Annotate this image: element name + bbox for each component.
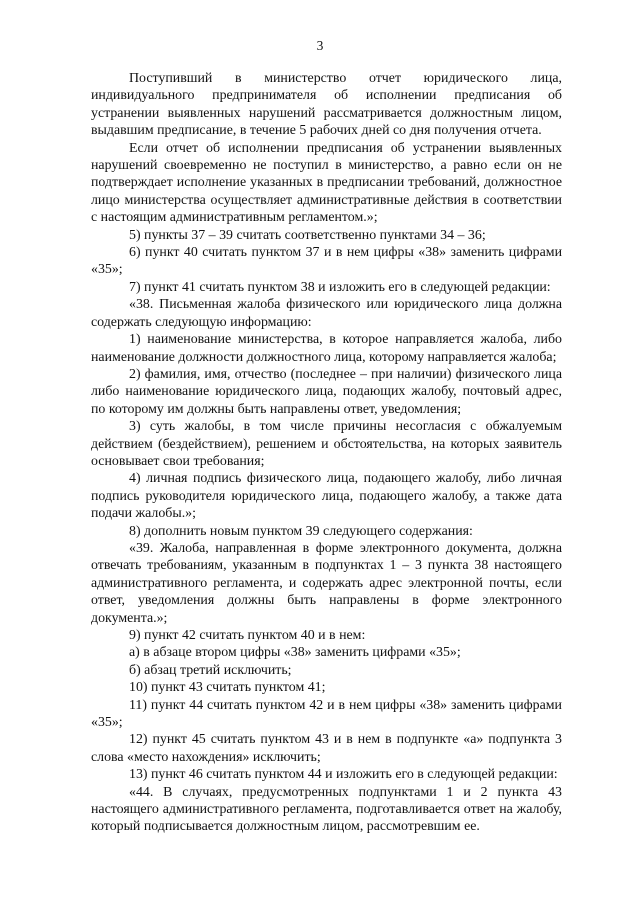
amendment-item-10: 10) пункт 43 считать пунктом 41; — [129, 680, 326, 696]
page-number: 3 — [316, 38, 324, 53]
amendment-item-9a: а) в абзаце втором цифры «38» заменить цифрами «35»; — [129, 645, 461, 661]
amendment-item-7: 7) пункт 41 считать пунктом 38 и изложить его в следующей редакции: — [129, 279, 551, 295]
paragraph-report-review: Поступивший в министерство отчет юридического лица, индивидуального предпринимателя об исполнении предписания об устранении выявленных нарушений рассматривается должностным лицом, выдавшим предписание, в течение 5 рабочих дней со дня получения отчета. — [91, 71, 562, 139]
clause-38-subitem-3: 3) суть жалобы, в том числе причины несогласия с обжалуемым действием (бездействием), решением и обстоятельства, на которых заявитель основывает свои требования; — [91, 419, 562, 469]
amendment-item-12: 12) пункт 45 считать пунктом 43 и в нем в подпункте «а» подпункта 3 слова «место нахождения» исключить; — [91, 732, 562, 765]
clause-39-text: «39. Жалоба, направленная в форме электронного документа, должна отвечать требованиям, указанным в подпунктах 1 – 3 пункта 38 настоящего административного регламента, и содержать адрес электронной почты, если ответ, уведомления должны быть направлены в форме электронного документа.»; — [91, 540, 562, 626]
amendment-item-13: 13) пункт 46 считать пунктом 44 и изложить его в следующей редакции: — [129, 767, 558, 783]
clause-38-subitem-1: 1) наименование министерства, в которое направляется жалоба, либо наименование должности должностного лица, которому направляется жалоба; — [91, 332, 562, 365]
amendment-item-8: 8) дополнить новым пунктом 39 следующего содержания: — [129, 523, 473, 539]
clause-38-subitem-4: 4) личная подпись физического лица, подающего жалобу, либо личная подпись руководителя юридического лица, подающего жалобу, а также дата подачи жалобы.»; — [91, 471, 562, 522]
amendment-item-6: 6) пункт 40 считать пунктом 37 и в нем цифры «38» заменить цифрами «35»; — [91, 245, 562, 278]
amendment-item-9b: б) абзац третий исключить; — [129, 662, 292, 678]
clause-38-subitem-2: 2) фамилия, имя, отчество (последнее – при наличии) физического лица либо наименование юридического лица, подающих жалобу, почтовый адрес, по которому им должны быть направлены ответ, уведомления; — [91, 366, 562, 417]
document-body — [91, 70, 562, 836]
clause-38-intro: «38. Письменная жалоба физического или юридического лица должна содержать следующую информацию: — [91, 297, 562, 330]
amendment-item-5: 5) пункты 37 – 39 считать соответственно пунктами 34 – 36; — [129, 227, 486, 243]
amendment-item-11: 11) пункт 44 считать пунктом 42 и в нем цифры «38» заменить цифрами «35»; — [91, 697, 562, 731]
clause-44-text: «44. В случаях, предусмотренных подпунктами 1 и 2 пункта 43 настоящего административного регламента, подготавливается ответ на жалобу, который подписывается должностным лицом, рассмотревшим ее. — [91, 784, 562, 835]
paragraph-report-missing: Если отчет об исполнении предписания об устранении выявленных нарушений своевременно не поступил в министерство, а равно если он не подтверждает исполнение указанных в предписании требований, должностное лицо министерства осуществляет административные действия в соответствии с настоящим административным регламентом.»; — [91, 140, 562, 226]
amendment-item-9: 9) пункт 42 считать пунктом 40 и в нем: — [129, 628, 366, 643]
